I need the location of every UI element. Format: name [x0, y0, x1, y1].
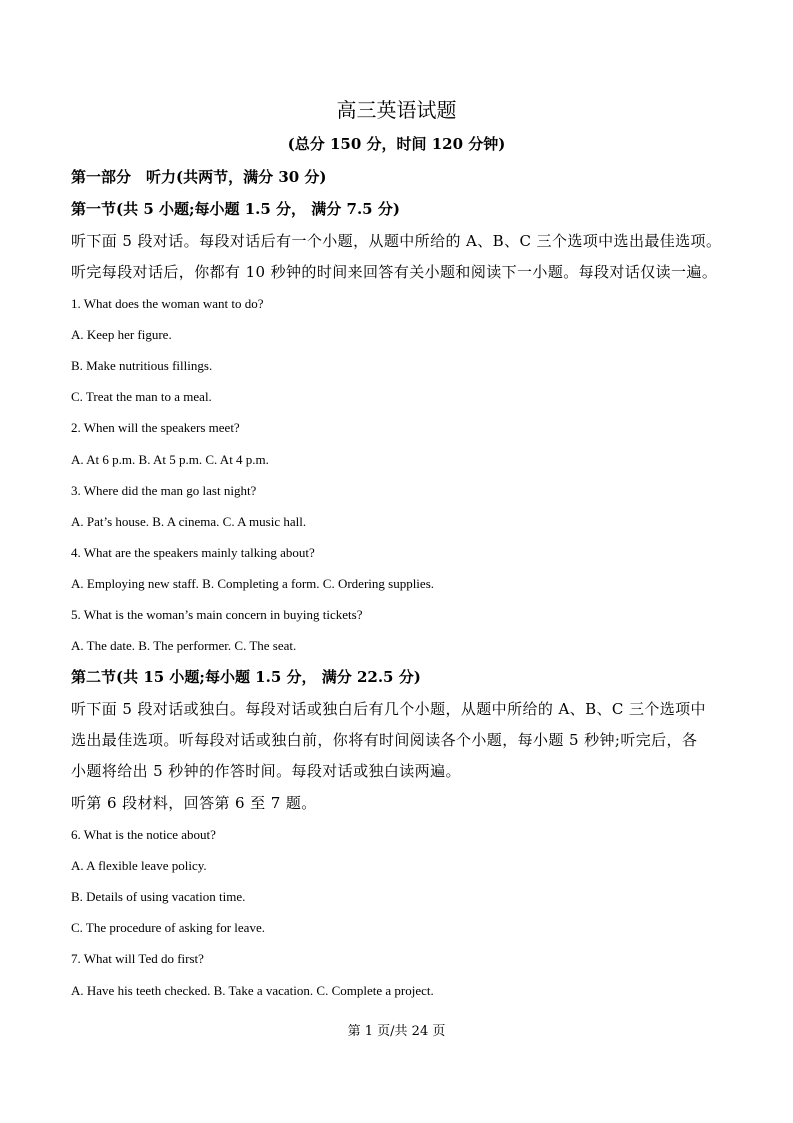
page-footer: 第 1 页/共 24 页 [347, 1024, 446, 1039]
question-text: 3. Where did the man go last night? [71, 483, 257, 498]
exam-subtitle: (总分 150 分，时间 120 分钟) [287, 135, 506, 153]
section2-instruction-line: 选出最佳选项。听每段对话或独白前，你将有时间阅读各个小题，每小题 5 秒钟;听完后，各 [71, 731, 698, 749]
section2-heading: 第二节(共 15 小题;每小题 1.5 分， 满分 22.5 分) [71, 668, 421, 686]
answer-options: A. Employing new staff. B. Completing a form. C. Ordering supplies. [71, 576, 434, 591]
section1-instruction-line: 听完每段对话后，你都有 10 秒钟的时间来回答有关小题和阅读下一小题。每段对话仅读一遍。 [71, 263, 718, 281]
answer-option: C. Treat the man to a meal. [71, 389, 212, 404]
question-text: 1. What does the woman want to do? [71, 296, 264, 311]
answer-option: A. Keep her figure. [71, 327, 172, 342]
question-text: 7. What will Ted do first? [71, 951, 204, 966]
answer-option: A. A flexible leave policy. [71, 858, 207, 873]
answer-option: B. Details of using vacation time. [71, 889, 246, 904]
answer-options: A. The date. B. The performer. C. The seat. [71, 638, 297, 653]
section1-instruction-line: 听下面 5 段对话。每段对话后有一个小题，从题中所给的 A、B、C 三个选项中选出最佳选项。 [71, 232, 722, 250]
answer-option: B. Make nutritious fillings. [71, 358, 213, 373]
section2-instruction-line: 听下面 5 段对话或独白。每段对话或独白后有几个小题，从题中所给的 A、B、C 三个选项中 [71, 700, 706, 718]
page-title: 高三英语试题 [336, 98, 457, 122]
question-text: 4. What are the speakers mainly talking about? [71, 545, 315, 560]
section2-instruction-line: 小题将给出 5 秒钟的作答时间。每段对话或独白读两遍。 [71, 762, 461, 780]
answer-options: A. Have his teeth checked. B. Take a vacation. C. Complete a project. [71, 983, 434, 998]
question-text: 2. When will the speakers meet? [71, 420, 240, 435]
part1-heading: 第一部分 听力(共两节，满分 30 分) [71, 168, 327, 186]
material-heading: 听第 6 段材料，回答第 6 至 7 题。 [71, 794, 317, 812]
answer-options: A. Pat’s house. B. A cinema. C. A music hall. [71, 514, 307, 529]
section1-heading: 第一节(共 5 小题;每小题 1.5 分， 满分 7.5 分) [71, 200, 400, 218]
question-text: 5. What is the woman’s main concern in buying tickets? [71, 607, 363, 622]
answer-options: A. At 6 p.m. B. At 5 p.m. C. At 4 p.m. [71, 452, 269, 467]
question-text: 6. What is the notice about? [71, 827, 216, 842]
answer-option: C. The procedure of asking for leave. [71, 920, 265, 935]
